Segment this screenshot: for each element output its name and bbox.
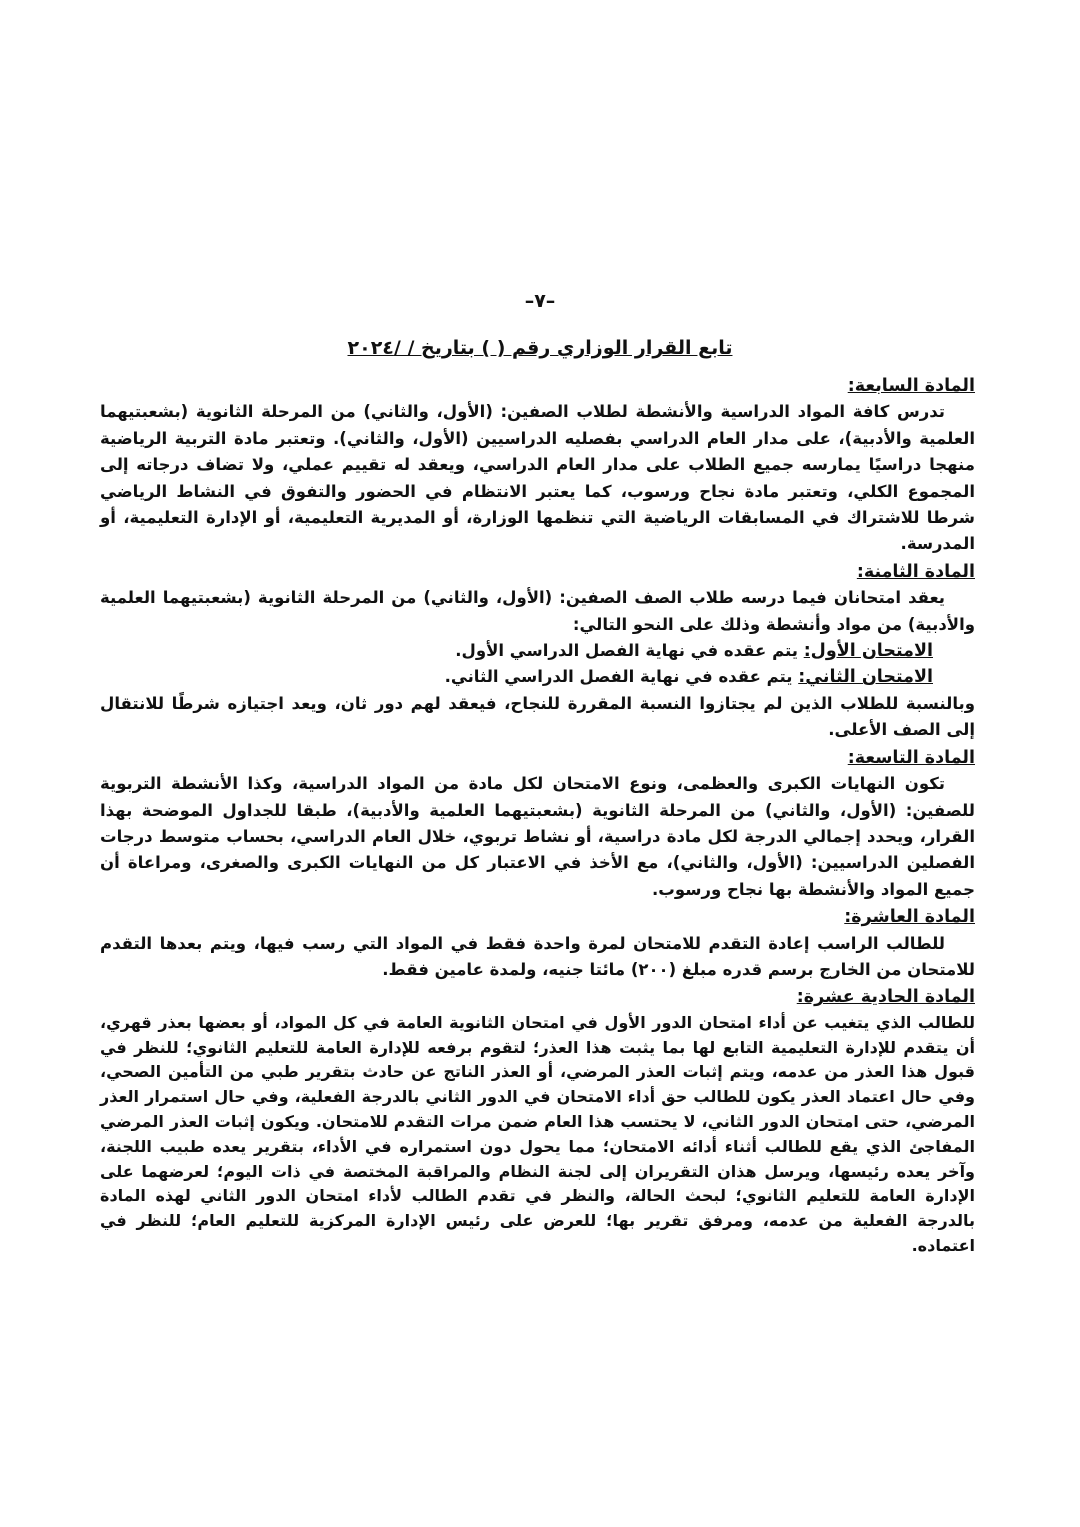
- exam-item-first: [100, 638, 975, 664]
- article-eleventh: [100, 983, 975, 1258]
- article-title: المادة السابعة:: [847, 376, 975, 396]
- article-title: المادة التاسعة:: [847, 747, 975, 768]
- article-paragraph: يعقد امتحانان فيما درسه طلاب الصف الصفين: (الأول، والثاني) من المرحلة الثانوية (بشعبتيهما العلمية والأدبية) من مواد وأنشطة وذلك على النحو التالي:: [100, 588, 975, 634]
- exam-item-text: يتم عقده في نهاية الفصل الدراسي الأول.: [455, 641, 804, 661]
- exam-item-second: [100, 664, 975, 690]
- exam-item-label: الامتحان الثاني:: [798, 667, 933, 688]
- article-title: المادة العاشرة:: [844, 907, 975, 928]
- exam-item-text: يتم عقده في نهاية الفصل الدراسي الثاني.: [444, 667, 799, 687]
- article-ninth: [100, 744, 975, 903]
- exam-item-label: الامتحان الأول:: [803, 641, 933, 662]
- article-tenth: [100, 903, 975, 983]
- article-paragraph: تكون النهايات الكبرى والعظمى، ونوع الامتحان لكل مادة من المواد الدراسية، وكذا الأنشطة التربوية للصفين: (الأول، والثاني) من المرحلة الثانوية (بشعبتيهما العلمية والأدبية)، طبقا للجداول الموضحة بهذا القرار، ويحدد إجمالي الدرجة لكل مادة دراسية، أو نشاط تربوي، خلال العام الدراسي، بحساب متوسط درجات الفصلين الدراسيين: (الأول، والثاني)، مع الأخذ في الاعتبار كل من النهايات الكبرى والصغرى، ومراعاة أن جميع المواد والأنشطة بها نجاح ورسوب.: [100, 774, 975, 899]
- article-seventh: [100, 372, 975, 558]
- article-closing: وبالنسبة للطلاب الذين لم يجتازوا النسبة المقررة للنجاح، فيعقد لهم دور ثان، ويعد اجتيازه شرطًا للانتقال إلى الصف الأعلى.: [100, 693, 975, 740]
- article-eighth: [100, 558, 975, 744]
- article-paragraph: تدرس كافة المواد الدراسية والأنشطة لطلاب الصفين: (الأول، والثاني) من المرحلة الثانوية (بشعبتيهما العلمية والأدبية)، على مدار العام الدراسي بفصليه الدراسيين (الأول، والثاني). وتعتبر مادة التربية الرياضية منهجا دراسيًا يمارسه جميع الطلاب على مدار العام الدراسي، ويعقد له تقييم عملي، ولا تضاف درجاته إلى المجموع الكلي، وتعتبر مادة نجاح ورسوب، كما يعتبر الانتظام في الحضور والتفوق في النشاط الرياضي شرطا للاشتراك في المسابقات الرياضية التي تنظمها الوزارة، أو المديرية التعليمية، أو الإدارة التعليمية، أو المدرسة.: [100, 402, 975, 554]
- article-title: المادة الحادية عشرة:: [796, 987, 975, 1008]
- document-body: [100, 372, 975, 1259]
- article-title: المادة الثامنة:: [856, 561, 975, 582]
- page-number: –٧–: [524, 290, 556, 312]
- decree-header: تابع القرار الوزاري رقم ( ) بتاريخ / /٢٠٢٤: [347, 337, 733, 359]
- article-paragraph: للطالب الراسب إعادة التقدم للامتحان لمرة واحدة فقط في المواد التي رسب فيها، ويتم بعدها التقدم للامتحان من الخارج برسم قدره مبلغ (٢٠٠) مائتا جنيه، ولمدة عامين فقط.: [100, 933, 975, 979]
- article-paragraph: للطالب الذي يتغيب عن أداء امتحان الدور الأول في امتحان الثانوية العامة في كل المواد، أو بعضها بعذر قهري، أن يتقدم للإدارة التعليمية التابع لها بما يثبت هذا العذر؛ لتقوم برفعه للإدارة العامة للتعليم الثانوي؛ للنظر في قبول هذا العذر من عدمه، ويتم إثبات العذر المرضي، أو العذر الناتج عن حادث بتقرير طبي من التأمين الصحي، وفي حال اعتماد العذر يكون للطالب حق أداء الامتحان في الدور الثاني بالدرجة الفعلية، وفي حال استمرار العذر المرضي، حتى امتحان الدور الثاني، لا يحتسب هذا العام ضمن مرات التقدم للامتحان. ويكون إثبات العذر المرضي المفاجئ الذي يقع للطالب أثناء أدائه الامتحان؛ مما يحول دون استمراره في الأداء، بتقرير يعده طبيب اللجنة، وآخر يعده رئيسها، ويرسل هذان التقريران إلى لجنة النظام والمراقبة المختصة في ذات اليوم؛ لعرضهما على الإدارة العامة للتعليم الثانوي؛ لبحث الحالة، والنظر في تقدم الطالب لأداء امتحان الدور الثاني لهذه المادة بالدرجة الفعلية من عدمه، ومرفق تقرير بها؛ للعرض على رئيس الإدارة المركزية للتعليم العام؛ للنظر في اعتماده.: [100, 1012, 975, 1255]
